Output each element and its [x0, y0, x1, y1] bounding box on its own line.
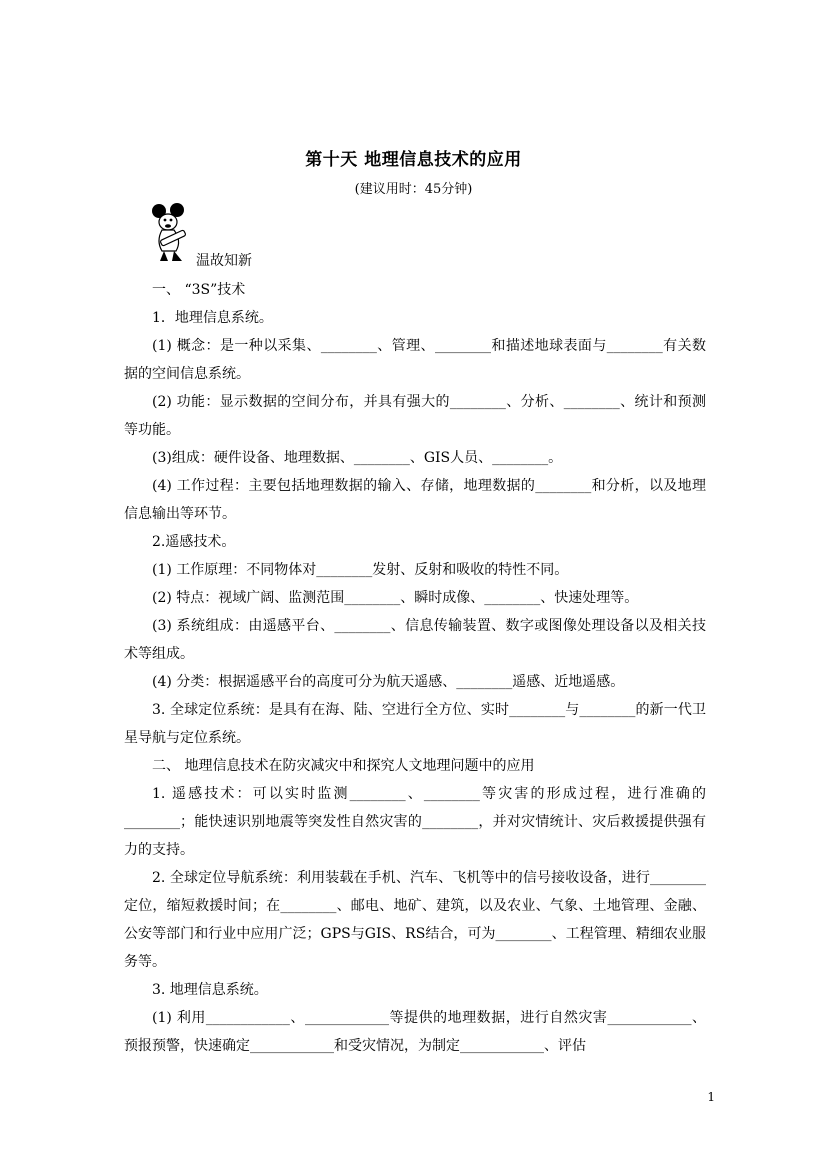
paragraph: (2) 特点：视域广阔、监测范围________、瞬时成像、________、快速处理等。 [152, 590, 639, 606]
paragraph: (4) 工作过程：主要包括地理数据的输入、存储，地理数据的________和分析，以及地理信息输出等环节。 [124, 478, 706, 522]
paragraph: (2) 功能：显示数据的空间分布，并具有强大的________、分析、________、统计和预测等功能。 [124, 394, 706, 438]
paragraph: 2. 全球定位导航系统：利用装载在手机、汽车、飞机等中的信号接收设备，进行________定位，缩短救援时间；在________、邮电、地矿、建筑，以及农业、气象、土地管理、金融、公安等部门和行业中应用广泛；GPS与GIS、RS结合，可为________、工程管理、精细农业服务等。 [124, 870, 706, 970]
page-subtitle: (建议用时：45分钟) [354, 182, 473, 197]
paragraph: (1) 概念：是一种以采集、________、管理、________和描述地球表面与________有关数据的空间信息系统。 [124, 338, 706, 382]
paragraph: 二、 地理信息技术在防灾减灾中和探究人文地理问题中的应用 [152, 758, 535, 774]
paragraph: (1) 利用____________、____________等提供的地理数据，进行自然灾害____________、预报预警，快速确定____________和受灾情况，为制定____________、评估 [124, 1010, 706, 1054]
section-label: 温故知新 [196, 253, 252, 269]
paragraph: 一、 “3S”技术 [152, 282, 246, 298]
paragraph: 3. 全球定位系统：是具有在海、陆、空进行全方位、实时________与________的新一代卫星导航与定位系统。 [124, 702, 706, 746]
mouse-mascot-icon [150, 203, 196, 265]
paragraph: 1．地理信息系统。 [152, 310, 273, 326]
paragraph: (1) 工作原理：不同物体对________发射、反射和吸收的特性不同。 [152, 562, 569, 578]
page-number: 1 [707, 1090, 715, 1104]
paragraph: (3)组成：硬件设备、地理数据、________、GIS人员、________。 [152, 450, 563, 466]
paragraph: 1. 遥感技术：可以实时监测________、________等灾害的形成过程，进行准确的________；能快速识别地震等突发性自然灾害的________，并对灾情统计、灾后救援提供强有力的支持。 [124, 786, 706, 858]
paragraph: (3) 系统组成：由遥感平台、________、信息传输装置、数字或图像处理设备以及相关技术等组成。 [124, 618, 706, 662]
paragraph: (4) 分类：根据遥感平台的高度可分为航天遥感、________遥感、近地遥感。 [152, 674, 625, 690]
paragraph: 3. 地理信息系统。 [152, 982, 268, 998]
paragraph: 2.遥感技术。 [152, 534, 236, 550]
document-body [124, 276, 706, 1060]
page-title: 第十天 地理信息技术的应用 [305, 150, 522, 170]
